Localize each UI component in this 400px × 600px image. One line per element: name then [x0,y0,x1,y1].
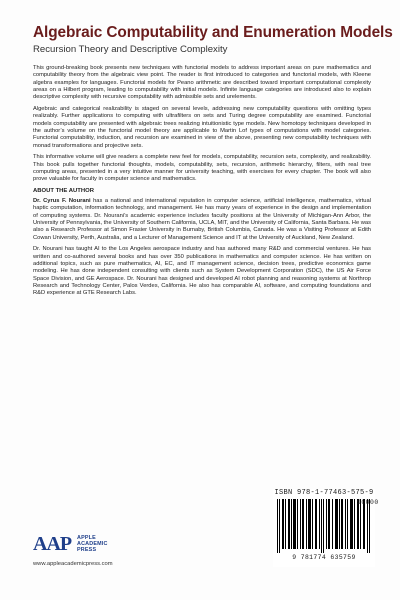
book-subtitle: Recursion Theory and Descriptive Complexity [33,44,228,55]
book-title: Algebraic Computability and Enumeration Models [33,24,393,41]
author-name: Dr. Cyrus F. Nourani [33,198,91,205]
description-paragraph-3: This informative volume will give readers a complete new feel for models, computability, recursion sets, complexity, and realizability. This book pulls together functorial thoughts, models, computability, sets, recursion, arithmetic hierarchy, filters, with real tree computing areas, presented in a very intuitive manner for university teaching, with exercises for every chapter. The book will also prove valuable for faculty in computer science and mathematics. [33,154,371,183]
author-bio-paragraph-1 [33,198,371,242]
description-paragraph-2: Algebraic and categorical realizability is staged on several levels, addressing new computability questions with omitting types realizably. Further applications to computing with ultrafilters on sets and Turing degree computability are examined. Functorial models computability are presented with algebraic trees realizing intuitionistic type models. New homotopy techniques developed in the author’s volume on the functorial model theory are applicable to Martin Lof types of computations with model categories. Functorial computability, induction, and recursion are examined in view of the above, presenting new computability techniques with monad transformations and projective sets. [33,105,371,149]
author-bio-paragraph-2: Dr. Nourani has taught AI to the Los Angeles aerospace industry and has authored many R&D and commercial ventures. He has written and co-authored several books and has over 350 publications in mathematics and computer science. He has written on additional topics, such as pure mathematics, AI, EC, and IT management science, decision trees, predictive economics game modeling. He has done independent consulting with clients such as System Development Corporation (SDC), the US Air Force Space Division, and GE Aerospace. Dr. Nourani has designed and developed AI robot planning and reasoning systems at Northrop Research and Technology Center, Palos Verdes, California. He also has comparable AI, software, and computing foundations and R&D experience at GTE Research Labs. [33,246,371,297]
publisher-name-line-2: ACADEMIC [77,541,108,548]
publisher-name-line-1: APPLE [77,535,96,541]
publisher-logo [33,534,163,556]
description-paragraph-1: This ground-breaking book presents new techniques with functorial models to address important areas on pure mathematics and computability theory from the algebraic view point. The reader is first introduced to categories and functorial models, with Kleene algebra examples for languages. Functorial models for Peano arithmetic are described toward important computational complexity areas on a Hilbert program, leading to computability with initial models. Infinite language categories are introduced also to explain descriptive complexity with recursive computability with admissible sets and urelements. [33,65,371,101]
author-bio-text-1: has a national and international reputation in computer science, artificial intelligence, mathematics, virtual haptic computation, information technology, and management. He has many years of experience in the design and implementation of computing systems. Dr. Nourani’s academic experience includes faculty positions at the University of Michigan-Ann Arbor, the University of Pennsylvania, the University of Southern California, UCLA, MIT, and the University of California, Santa Barbara. He was also a Research Professor at Simon Frasier University in Burnaby, British Columbia, Canada. He was a Visiting Professor at Edith Cowan University, Perth, Australia, and a Lecturer of Management Science and IT at the University of Auckland, New Zealand. [33,198,371,241]
barcode-graphic [275,499,373,553]
about-author-heading: ABOUT THE AUTHOR [33,187,94,194]
barcode-digits: 9 781774 635759 [292,554,356,561]
publisher-name-line-3: PRESS [77,547,97,554]
isbn-label: ISBN 978-1-77463-575-9 [274,489,374,497]
price-code: 90000 [357,499,379,506]
description-body [33,65,371,302]
publisher-logo-mark: AAP [33,533,72,555]
publisher-website: www.appleacademicpress.com [33,561,113,567]
publisher-name [77,535,108,554]
